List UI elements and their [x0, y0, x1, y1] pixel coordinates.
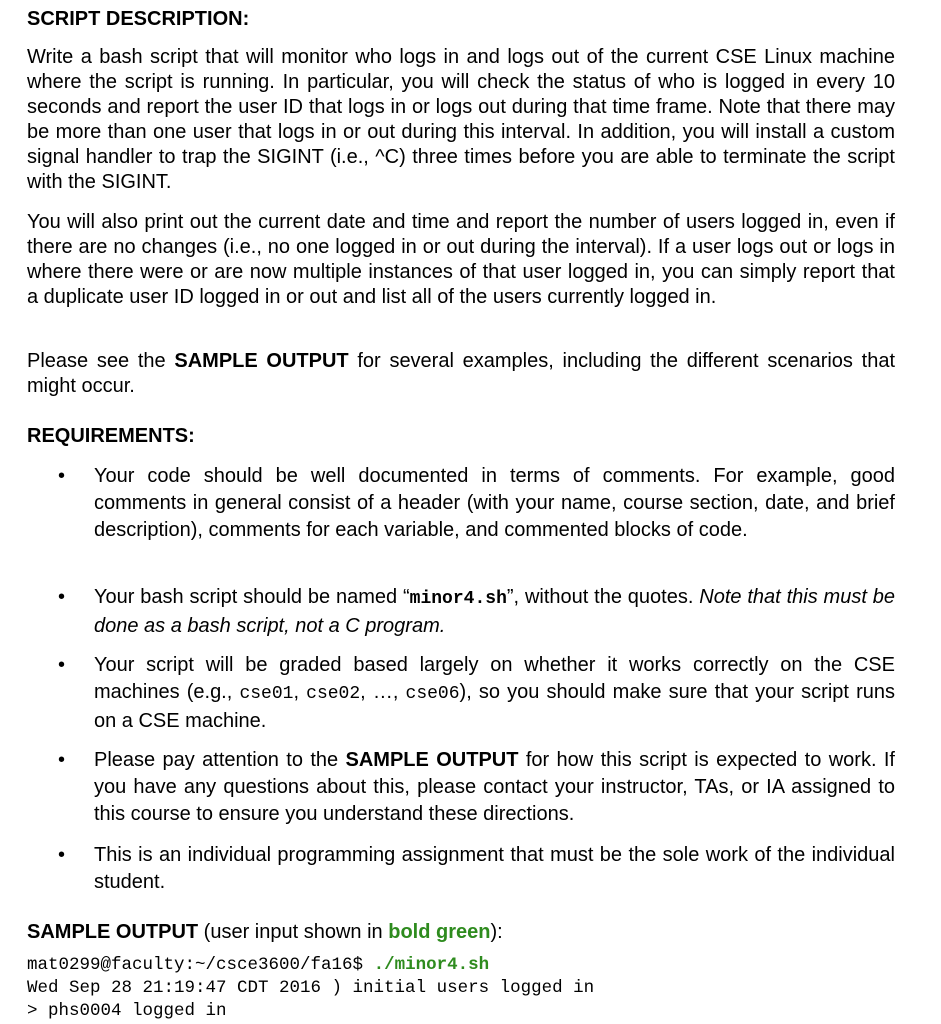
- user-command: ./minor4.sh: [373, 955, 490, 975]
- shell-prompt: mat0299@faculty:~/csce3600/fa16$: [27, 955, 374, 975]
- requirement-text: This is an individual programming assignment that must be the sole work of the individual student.: [94, 844, 895, 893]
- bullet-icon: •: [58, 749, 66, 771]
- b4-after: for how this script is expected to work. If you have any questions about this, please contact your instructor, TAs, or IA assigned to this course to ensure you understand these directions.: [94, 749, 895, 825]
- script-filename: minor4.sh: [409, 589, 507, 609]
- machine-name: cse01: [239, 684, 294, 704]
- sample-heading-text: (user input shown in: [198, 921, 389, 943]
- bullet-icon: •: [58, 844, 66, 866]
- description-paragraph-2: You will also print out the current date and time and report the number of users logged in, even if there are no changes (i.e., no one logged in or out during the interval). If a user logs out or logs in where there were or are now multiple instances of that user logged in, you can simply report that a duplicate user ID logged in or out and list all of the users currently logged in.: [27, 211, 895, 308]
- para3-before: Please see the: [27, 350, 175, 372]
- bullet-icon: •: [58, 586, 66, 608]
- machine-name: cse06: [405, 684, 460, 704]
- sample-output-heading: [27, 920, 503, 944]
- description-paragraph-3: [27, 349, 895, 399]
- requirement-text: [94, 584, 895, 640]
- b2-note: Note that this must be done as a bash script, not a C program.: [94, 586, 895, 637]
- para3-after: for several examples, including the different scenarios that might occur.: [27, 350, 895, 397]
- b2-before: Your bash script should be named “: [94, 586, 410, 608]
- bullet-icon: •: [58, 654, 66, 676]
- machine-name: cse02: [306, 684, 361, 704]
- requirement-text: [94, 652, 895, 735]
- bullet-icon: •: [58, 465, 66, 487]
- b3-before: Your script will be graded based largely on whether it works correctly on the CSE machines (e.g.,: [94, 654, 895, 703]
- sample-heading-tail: ):: [490, 921, 503, 943]
- terminal-line: Wed Sep 28 21:19:47 CDT 2016 ) initial users logged in: [27, 978, 595, 998]
- script-description-heading: SCRIPT DESCRIPTION:: [27, 8, 250, 30]
- para3-sample-output: SAMPLE OUTPUT: [174, 350, 349, 372]
- terminal-line-command: [27, 954, 895, 977]
- terminal-line: > phs0004 logged in: [27, 1001, 227, 1021]
- requirements-heading: REQUIREMENTS:: [27, 425, 195, 447]
- description-paragraph-1: Write a bash script that will monitor who logs in and logs out of the current CSE Linux machine where the script is running. In particular, you will check the status of who is logged in every 10 seconds and report the user ID that logs in or logs out during that time frame. Note that there may be more than one user that logs in or out during this interval. In addition, you will install a custom signal handler to trap the SIGINT (i.e., ^C) three times before you are able to terminate the script with the SIGINT.: [27, 46, 895, 193]
- b4-before: Please pay attention to the: [94, 749, 346, 771]
- b3-sep: , …,: [360, 681, 406, 703]
- b4-sample-output: SAMPLE OUTPUT: [345, 749, 519, 771]
- sample-output-title: SAMPLE OUTPUT: [27, 921, 199, 943]
- b3-after: ), so you should make sure that your script runs on a CSE machine.: [94, 681, 895, 732]
- requirement-text: Your code should be well documented in terms of comments. For example, good comments in general consist of a header (with your name, course section, date, and brief description), comments for each variable, and commented blocks of code.: [94, 465, 895, 541]
- b2-after: ”, without the quotes.: [506, 586, 700, 608]
- requirement-text: [94, 747, 895, 828]
- sample-heading-green: bold green: [388, 921, 491, 943]
- b3-sep: ,: [293, 681, 307, 703]
